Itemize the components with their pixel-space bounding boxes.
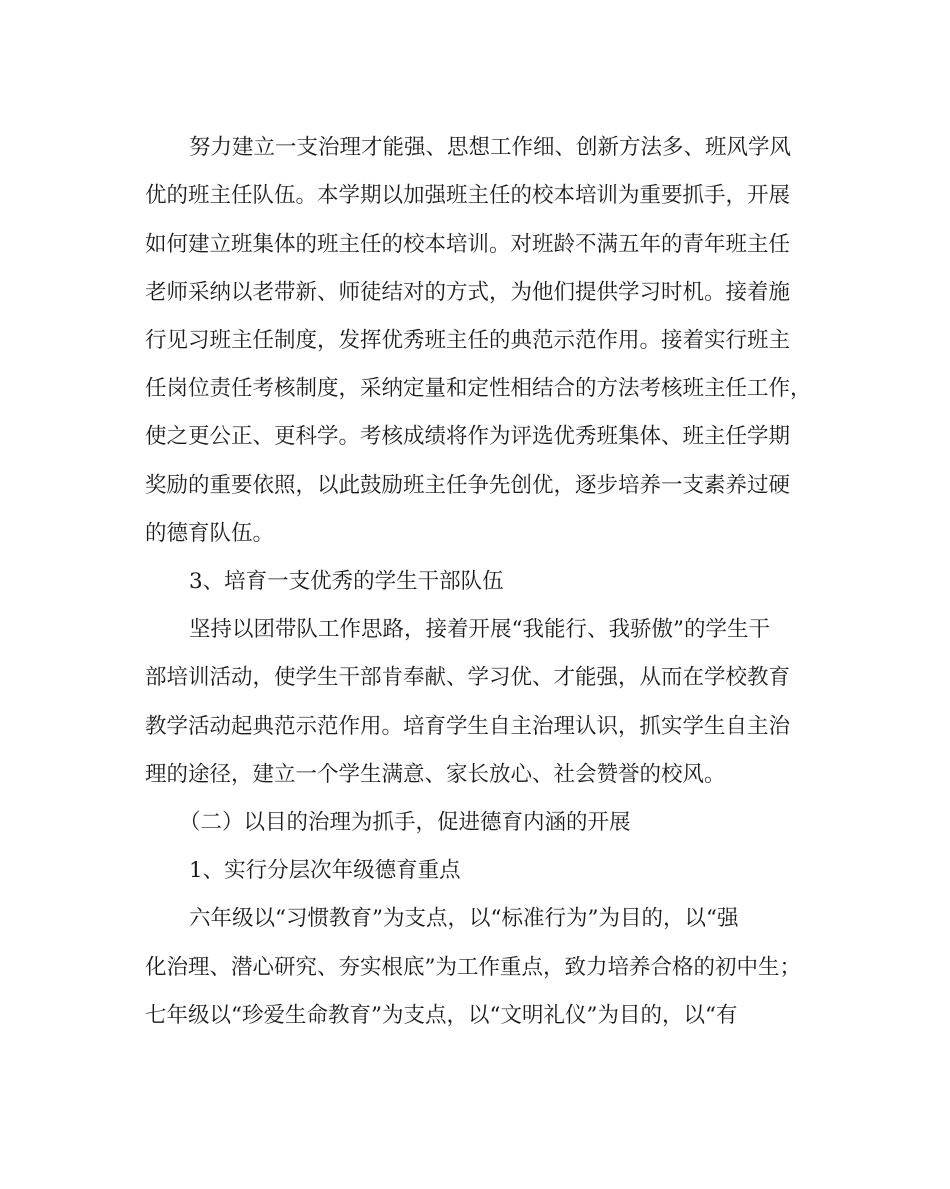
paragraph-1-line-9: 的德育队伍。 (145, 521, 275, 546)
section-heading-2: （二）以目的治理为抓手，促进德育内涵的开展 (179, 810, 631, 835)
paragraph-1-line-2: 优的班主任队伍。本学期以加强班主任的校本培训为重要抓手，开展 (145, 183, 791, 208)
paragraph-1-line-1: 努力建立一支治理才能强、思想工作细、创新方法多、班风学风 (189, 135, 792, 160)
paragraph-1-line-3: 如何建立班集体的班主任的校本培训。对班龄不满五年的青年班主任 (145, 232, 791, 257)
paragraph-1-line-6: 任岗位责任考核制度，采纳定量和定性相结合的方法考核班主任工作， (145, 376, 812, 401)
paragraph-3-line-2: 化治理、潜心研究、夯实根底”为工作重点，致力培养合格的初中生； (145, 955, 801, 980)
paragraph-2-line-3: 教学活动起典范示范作用。培育学生自主治理认识，抓实学生自主治 (145, 714, 791, 739)
paragraph-2-line-2: 部培训活动，使学生干部肯奉献、学习优、才能强，从而在学校教育 (145, 665, 791, 690)
section-heading-3: 3、培育一支优秀的学生干部队伍 (189, 569, 504, 594)
paragraph-1-line-7: 使之更公正、更科学。考核成绩将作为评选优秀班集体、班主任学期 (145, 424, 791, 449)
subsection-heading-1: 1、实行分层次年级德育重点 (189, 858, 461, 883)
paragraph-1-line-4: 老师采纳以老带新、师徒结对的方式，为他们提供学习时机。接着施 (145, 280, 791, 305)
paragraph-1-line-5: 行见习班主任制度，发挥优秀班主任的典范示范作用。接着实行班主 (145, 328, 791, 353)
paragraph-1-line-8: 奖励的重要依照，以此鼓励班主任争先创优，逐步培养一支素养过硬 (145, 473, 791, 498)
paragraph-2-line-1: 坚持以团带队工作思路，接着开展“我能行、我骄傲”的学生干 (189, 617, 770, 642)
paragraph-3-line-3: 七年级以“珍爱生命教育”为支点，以“文明礼仪”为目的，以“有 (145, 1003, 738, 1028)
paragraph-3-line-1: 六年级以“习惯教育”为支点，以“标准行为”为目的，以“强 (189, 906, 739, 931)
paragraph-2-line-4: 理的途径，建立一个学生满意、家长放心、社会赞誉的校风。 (145, 762, 726, 787)
